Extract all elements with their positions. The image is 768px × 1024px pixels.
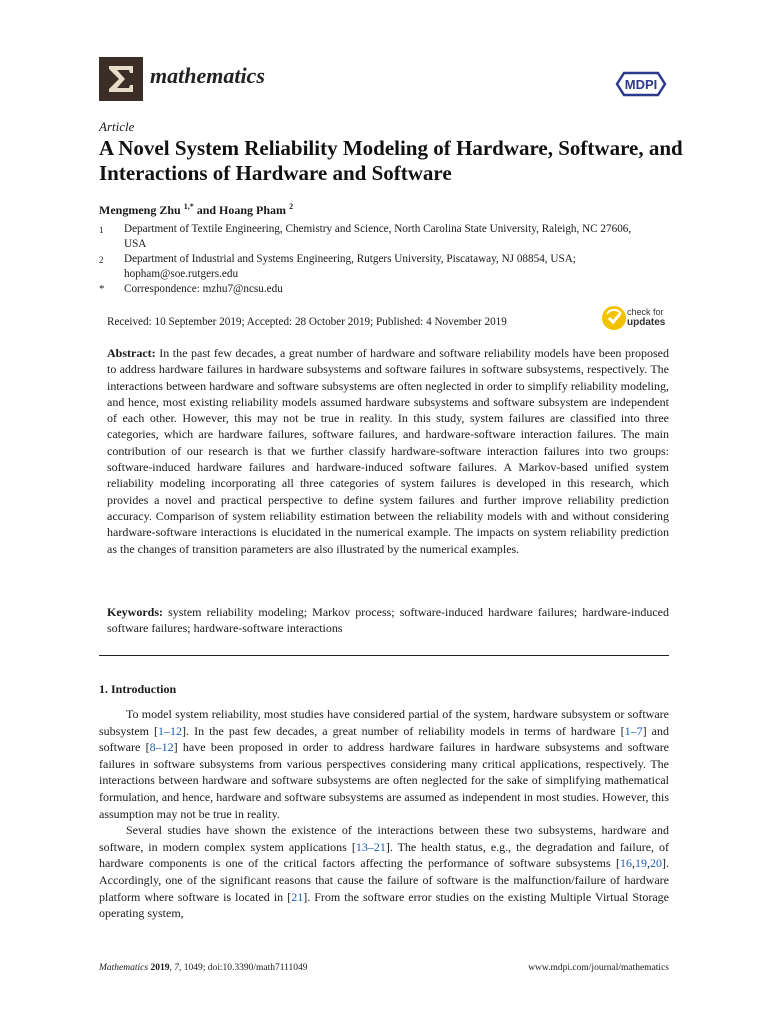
author-list [99,202,293,218]
paragraph-text: ] and software [ [99,723,669,755]
mdpi-logo-icon [612,70,670,98]
correspondence-text: Correspondence: mzhu7@ncsu.edu [124,283,283,295]
author-name: Hoang Pham [219,203,287,217]
footer-year: 2019 [150,963,170,973]
journal-logo [99,57,143,101]
check-for-updates-line1: check for [627,307,664,317]
paragraph-text: ] have been proposed in order to address hardware failures in hardware subsystems and software failures in software subsystems from various perspectives considering many critical applications, respectively. The interactions between hardware and software subsystems are often neglected for the sake of simplifying mathematical formulation, and hence, hardware and software subsystems are assumed as independent in most studies. However, this assumption may not be true in reality. [99,740,670,821]
citation-link[interactable]: 19 [635,856,647,871]
citation-link[interactable]: 7 [636,723,643,738]
affiliation-marker: 2 [99,255,104,265]
paragraph-text: ]. In the past few decades, a great number of reliability models in terms of hardware [ [182,723,625,738]
paragraph-text: ]. From the software error studies on the existing Multiple Virtual Storage operating system, [99,889,670,921]
paragraph-text: ]. Accordingly, one of the significant reasons that cause the failure of software is the malfunction/failure of hardware platform where software is located in [ [99,856,669,904]
citation-link[interactable]: 21 [373,839,386,854]
article-title: A Novel System Reliability Modeling of Hardware, Software, and Interactions of Hardware and Software [99,136,683,185]
section-divider [99,655,669,656]
affiliation-text: Department of Textile Engineering, Chemistry and Science, North Carolina State University, Raleigh, NC 27606, USA [124,223,632,250]
section-heading: 1. Introduction [99,682,177,696]
citation-link[interactable]: 12 [161,740,174,755]
footer-volume: 7 [174,963,179,973]
introduction-body [99,706,669,922]
citation-link[interactable]: 1 [624,723,631,738]
keywords-label: Keywords: [107,605,163,619]
abstract [107,345,669,557]
affiliation-marker: 1 [99,225,104,235]
citation-link[interactable]: 13 [355,839,368,854]
footer-citation: Mathematics 2019, 7, 1049; doi:10.3390/math7111049 [99,963,308,973]
paragraph [99,822,669,922]
affiliation-item [99,282,659,297]
citation-comma: , [632,856,635,871]
paragraph-text: To model system reliability, most studies have considered partial of the system, hardware subsystem or software subsystem [ [99,707,669,738]
citation-link[interactable]: 20 [650,856,662,871]
mdpi-logo [612,70,670,103]
affiliation-marker: * [99,283,105,295]
footer-url[interactable]: www.mdpi.com/journal/mathematics [528,963,669,973]
sigma-icon [99,57,143,101]
check-updates-icon [601,305,627,331]
abstract-text: In the past few decades, a great number of hardware and software reliability models have been proposed to address hardware failures in hardware subsystems and software failures in software subsystems, respectively. The interactions between hardware and software subsystems are often neglected in order to simplify reliability modeling, and hence, most existing reliability models assumed hardware subsystems and software subsystem are independent of each other. However, this may not be true in reality. In this study, system failures are classified into three categories, which are hardware failures, software failures, and hardware-software interaction failures. The main contribution of our research is that we further classify hardware-software interaction failures into two groups: software-induced hardware failures and hardware-induced software failures. A Markov-based unified system reliability modeling incorporating all three categories of system failures is developed in this research, which provides a novel and practical perspective to define system failures and further improve reliability prediction accuracy. Comparison of system reliability estimation between the reliability models with and without considering hardware-software interactions is elucidated in the numerical example. The impacts on system reliability prediction as the changes of transition parameters are also illustrated by the numerical examples. [107,346,669,556]
abstract-label: Abstract: [107,346,156,360]
paragraph [99,706,669,822]
keywords-text: system reliability modeling; Markov process; software-induced hardware failures; hardware-induced software failures; hardware-software interactions [107,605,670,636]
journal-name: mathematics [150,63,265,88]
author-conjunction: and [196,203,217,217]
keywords [107,604,669,637]
affiliation-item [99,222,659,252]
citation-link[interactable]: 1 [158,723,165,738]
affiliation-text: Department of Industrial and Systems Engineering, Rutgers University, Piscataway, NJ 08854, USA; hopham@soe.rutgers.edu [124,253,576,280]
footer-journal: Mathematics [99,963,149,973]
publisher-name: MDPI [624,77,658,92]
citation-comma: , [647,856,650,871]
citation-link[interactable]: 16 [620,856,632,871]
citation-dash: – [155,740,162,755]
author-affiliation-mark: 2 [289,202,294,211]
article-type: Article [99,119,135,134]
citation-dash: – [630,723,637,738]
check-for-updates-line2: updates [627,317,666,328]
publication-dates: Received: 10 September 2019; Accepted: 28 October 2019; Published: 4 November 2019 [107,316,507,328]
affiliations [99,222,659,297]
author-name: Mengmeng Zhu [99,203,181,217]
paragraph-text: ]. The health status, e.g., the degradation and failure, of hardware components is one of the critical factors affecting the performance of software subsystems [ [99,839,669,871]
paragraph-text: Several studies have shown the existence of the interactions between these two subsystems, hardware and software, in modern complex system applications [ [99,823,669,854]
citation-dash: – [164,723,171,738]
affiliation-item [99,252,659,282]
citation-link[interactable]: 21 [291,889,304,904]
check-for-updates-badge[interactable] [601,305,627,336]
check-for-updates-label[interactable] [627,307,665,328]
citation-link[interactable]: 8 [149,740,156,755]
citation-dash: – [367,839,374,854]
citation-link[interactable]: 12 [170,723,183,738]
footer-doi: , 1049; doi:10.3390/math7111049 [178,963,308,973]
author-affiliation-mark: 1,* [183,202,194,211]
